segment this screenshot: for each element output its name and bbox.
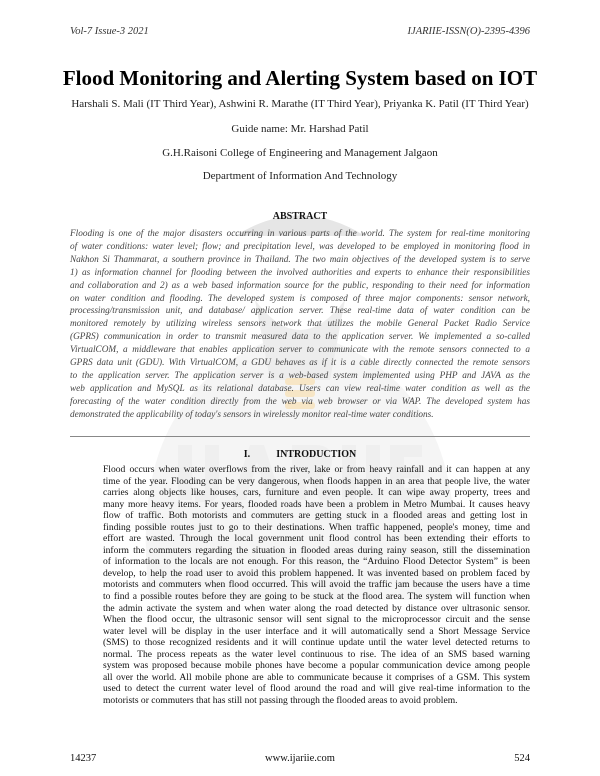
authors: Harshali S. Mali (IT Third Year), Ashwini R. Marathe (IT Third Year), Priyanka K. Patil (IT Third Year) <box>71 98 529 110</box>
text-line: (SMS) to those recognized residents and it will continue update until the water level detected returns to <box>103 637 530 649</box>
text-line: monitored remotely by utilizing wireless sensors network that utilizes the mobile General Packet Radio Service <box>70 319 530 330</box>
text-line: of water conditions: water level; flow; and precipitation level, was developed to be employed in monitoring flood in <box>70 241 530 252</box>
journal-volume: Vol-7 Issue-3 2021 <box>70 26 149 37</box>
text-line: water level will be display in the user interface and it will automatically send a Short Message Service <box>103 625 530 637</box>
text-line: demonstrated the applicability of today's sensors in wirelessly monitor real-time water conditions. <box>70 409 434 420</box>
text-line: to the application server. The application server is a web-based system implemented using PHP and JAVA as the <box>70 370 530 381</box>
text-line: used to detect the current water level of flood around the road and will give real-time information to the <box>103 683 530 695</box>
text-line: Nakhon Si Thammarat, a southern province in Thailand. The two main objectives of the developed system is to serve <box>70 254 530 265</box>
text-line: effort are wasted. Through the local government unit flood control has been extending their efforts to <box>103 533 530 545</box>
section-divider <box>70 436 530 437</box>
text-line: develop, to help the road user to avoid this problem happened. It was invented based on problem faced by <box>103 567 530 579</box>
text-line: the admin activate the system and when water along the road detected by distance over ultrasonic sensor. <box>103 602 530 614</box>
text-line: When the flood occur, the ultrasonic sensor will sent signal to the microprocessor circuit and the sense <box>103 614 530 626</box>
text-line: carries along objects like houses, cars, furniture and even people. It can wipe away property, trees and <box>103 487 530 499</box>
section-number: I. <box>243 449 251 460</box>
text-line: Flooding is one of the major disasters occurring in various parts of the world. The system for real-time monitoring <box>70 229 530 239</box>
text-line: VirtualCOM, a middleware that enables application server to communicate with the remote sensors connected to a <box>70 345 530 356</box>
text-line: forecasting of the water condition directly from the web via web browser or via WAP. The developed system has <box>70 396 530 407</box>
text-line: to find a possible routes before they are going to be stuck at the flood area. The system will function when <box>103 591 530 603</box>
text-line: time of the year. Flooding can be very dangerous, when floods happen in an area that people live, the water <box>103 475 530 487</box>
department-name: Department of Information And Technology <box>202 170 398 182</box>
text-line: many more heavy items. For years, flooded roads have been a problem in Metro Mumbai. It causes heavy <box>103 498 530 510</box>
text-line: processing/transmission unit, and database/ application server. These real-time data of water condition can be <box>70 306 530 317</box>
footer-paper-id: 14237 <box>70 753 97 764</box>
abstract-heading: ABSTRACT <box>272 211 328 222</box>
text-line: inform the commuters regarding the situation in flooded areas during rainy season, still the dissemination <box>103 544 530 556</box>
introduction-heading <box>244 449 356 461</box>
college-name: G.H.Raisoni College of Engineering and Management Jalgaon <box>162 147 438 159</box>
journal-issn: IJARIIE-ISSN(O)-2395-4396 <box>407 26 530 37</box>
text-line: GPRS data unit (GDU). With VirtualCOM, a GDU behaves as if it is a cable directly connected the remote sensors <box>70 358 530 369</box>
abstract-body <box>70 228 530 422</box>
text-line: system was proposed because mobile phones have become a popular communication device among people <box>103 660 530 672</box>
text-line: motorists or commuters that has still not passing through the flooded areas to avoid problem. <box>103 694 458 706</box>
guide-name: Guide name: Mr. Harshad Patil <box>231 123 369 135</box>
footer-page-number: 524 <box>514 753 530 764</box>
text-line: finding possible routes just to go to their destinations. When traffic happened, people's money, time and <box>103 521 530 533</box>
footer-website[interactable]: www.ijariie.com <box>265 753 335 764</box>
text-line: web application and MySQL as its relational database. Users can view real-time water condition as well as the <box>70 383 530 394</box>
text-line: motorists and commuters when flood occurred. This will avoid the traffic jam because the users have a time <box>103 579 530 591</box>
text-line: normal. The process repeats as the water level continuous to rise. The idea of an SMS based warning <box>103 648 530 660</box>
text-line: and collaboration and 2) as a web based information source for the public, responding to their need for information <box>70 280 530 291</box>
paper-title: Flood Monitoring and Alerting System based on IOT <box>62 66 538 90</box>
text-line: (GPRS) communication in order to transmit measured data to the application server. We implemented a so-called <box>70 332 530 343</box>
text-line: 1) as information channel for flooding between the involved authorities and experts to enhance their responsibilities <box>70 267 530 278</box>
text-line: all over the world. All mobile phone are able to communicate because it comprises of a GSM. This system <box>103 671 530 683</box>
text-line: on water condition and flooding. The developed system is composed of three major components: sensor network, <box>70 293 530 304</box>
text-line: Flood occurs when water overflows from the river, lake or from heavy rainfall and it can happen at any <box>103 464 530 475</box>
introduction-body <box>103 464 530 706</box>
text-line: of information to the locals are not enough. For this reason, the “Arduino Flood Detector System” is been <box>103 556 530 568</box>
text-line: flow of traffic. Both motorists and commuters are getting stuck in a flooded areas and getting lost in <box>103 510 528 522</box>
section-title: INTRODUCTION <box>276 449 357 460</box>
